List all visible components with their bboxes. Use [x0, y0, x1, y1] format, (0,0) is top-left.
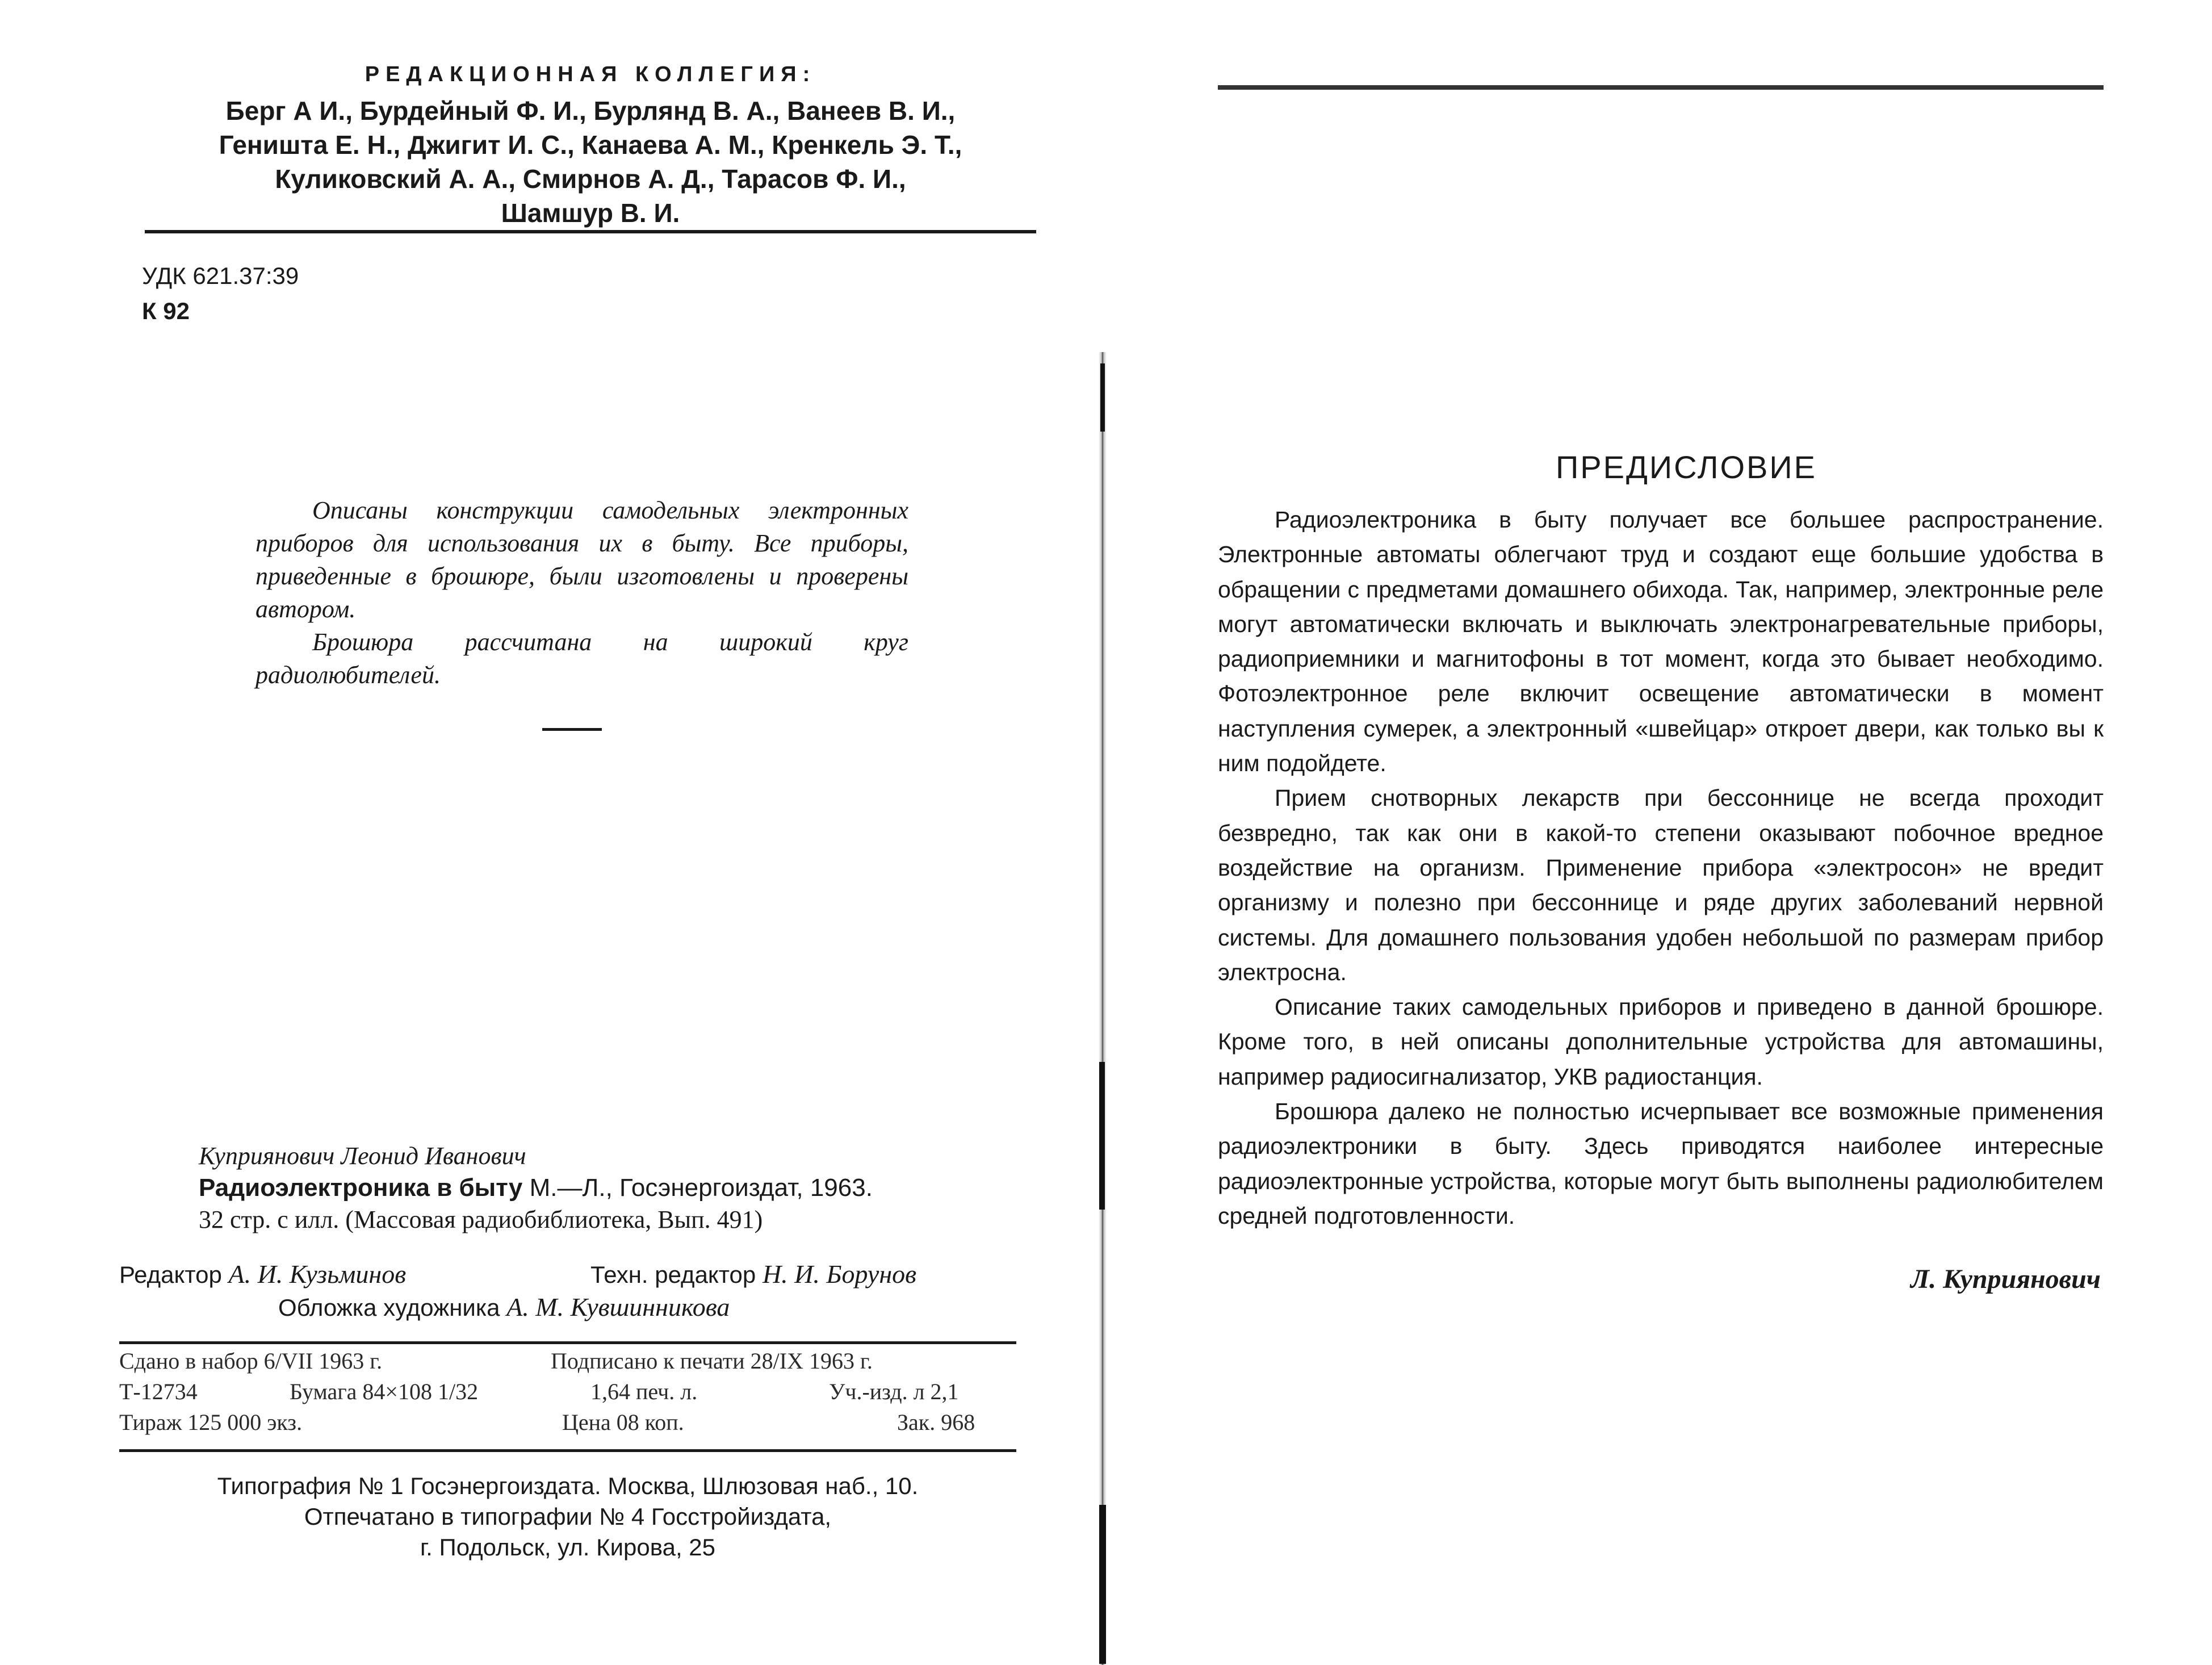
- classification-block: [142, 258, 299, 329]
- preface-title: ПРЕДИСЛОВИЕ: [1556, 449, 1817, 485]
- cover-artist: А. М. Кувшинникова: [506, 1292, 730, 1321]
- author-mark: К 92: [142, 298, 190, 324]
- editorial-board-line: Геништа Е. Н., Джигит И. С., Канаева А. М., Кренкель Э. Т.,: [219, 130, 962, 160]
- preface-paragraph: Прием снотворных лекарств при бессоннице не всегда проходит безвредно, так как они в какой-то степени оказывают побочное вредное воздействие на организм. Применение прибора «электросон» не вредит организму и полезно при бессоннице и ряде других заболеваний нервной системы. Для домашнего пользования удобен небольшой по размерам прибор электросна.: [1218, 785, 2104, 985]
- divider: [145, 230, 1036, 233]
- imprint-row: [119, 1407, 1016, 1438]
- preface-paragraph: Брошюра далеко не полностью исчерпывает все возможные применения радиоэлектроники в быту. Здесь приводятся наиболее интересные радиоэлектронные устройства, которые могут быть выполнены радиолюбителем средней подготовленности.: [1218, 1098, 2104, 1229]
- imprint-cell: 1,64 печ. л.: [590, 1379, 698, 1404]
- credits-row: [119, 1258, 1022, 1291]
- tech-editor-label: Техн. редактор: [590, 1261, 756, 1288]
- imprint-cell: Уч.-изд. л 2,1: [829, 1379, 959, 1404]
- record-publisher: М.—Л., Госэнергоиздат, 1963.: [529, 1174, 873, 1202]
- annotation-paragraph: Описаны конструкции самодельных электронных приборов для использования их в быту. Все приборы, приведенные в брошюре, были изготовлены и проверены автором.: [255, 496, 908, 623]
- annotation-paragraph: Брошюра рассчитана на широкий круг радиолюбителей.: [255, 628, 908, 689]
- short-divider: [542, 728, 602, 731]
- gutter-mark: [1100, 363, 1105, 432]
- divider: [119, 1449, 1016, 1452]
- editor-label: Редактор: [119, 1261, 222, 1288]
- tech-editor-name: Н. И. Борунов: [762, 1260, 917, 1289]
- bibliographic-record: [199, 1140, 1039, 1236]
- editorial-board: [142, 62, 1039, 230]
- preface-paragraph: Описание таких самодельных приборов и приведено в данной брошюре. Кроме того, в ней описаны дополнительные устройства для автомашины, например радиосигнализатор, УКВ радиостанция.: [1218, 994, 2104, 1090]
- editorial-board-line: Шамшур В. И.: [501, 198, 680, 228]
- imprint-cell: Бумага 84×108 1/32: [290, 1379, 479, 1404]
- printer-line: Типография № 1 Госэнергоиздата. Москва, Шлюзовая наб., 10.: [217, 1472, 919, 1499]
- imprint-cell: Цена 08 коп.: [562, 1409, 684, 1435]
- preface-body: [1218, 503, 2104, 1233]
- imprint-cell: Подписано к печати 28/IX 1963 г.: [551, 1348, 873, 1374]
- record-description: 32 стр. с илл. (Массовая радиобиблиотека, Вып. 491): [199, 1206, 763, 1233]
- preface-paragraph: Радиоэлектроника в быту получает все большее распространение. Электронные автоматы облегчают труд и создают еще большие удобства в обращении с предметами домашнего обихода. Так, например, электронные реле могут автоматически включать и выключать электронагревательные приборы, радиоприемники и магнитофоны в тот момент, когда это бывает необходимо. Фотоэлектронное реле включит освещение автоматически в момент наступления сумерек, а электронный «швейцар» откроет двери, как только вы к ним подойдете.: [1218, 507, 2104, 777]
- editorial-board-line: Куликовский А. А., Смирнов А. Д., Тарасов Ф. И.,: [275, 164, 906, 194]
- record-title-line: [199, 1172, 1039, 1204]
- preface-signature: Л. Куприянович: [1911, 1264, 2101, 1294]
- imprint-cell: Тираж 125 000 экз.: [119, 1409, 303, 1435]
- cover-label: Обложка художника: [278, 1294, 500, 1321]
- printer-info: [142, 1471, 994, 1563]
- credits: [119, 1258, 1022, 1324]
- udk-code: УДК 621.37:39: [142, 262, 299, 289]
- imprint-table: [119, 1346, 1016, 1438]
- annotation: [255, 494, 908, 692]
- credits-row: [119, 1291, 1022, 1324]
- record-author: Куприянович Леонид Иванович: [199, 1142, 526, 1170]
- book-gutter: [1099, 352, 1107, 1665]
- editorial-board-heading: РЕДАКЦИОННАЯ КОЛЛЕГИЯ:: [365, 62, 816, 86]
- gutter-mark: [1099, 1062, 1105, 1210]
- imprint-cell: Сдано в набор 6/VII 1963 г.: [119, 1348, 383, 1374]
- page-header-rule: [1218, 85, 2104, 90]
- imprint-row: [119, 1377, 1016, 1407]
- printer-line: Отпечатано в типографии № 4 Госстройиздата,: [304, 1503, 832, 1530]
- printer-line: г. Подольск, ул. Кирова, 25: [420, 1534, 716, 1561]
- imprint-cell: Т-12734: [119, 1379, 198, 1404]
- divider: [119, 1341, 1016, 1344]
- editor-name: А. И. Кузьминов: [228, 1260, 407, 1289]
- imprint-cell: Зак. 968: [897, 1409, 975, 1435]
- editorial-board-line: Берг А И., Бурдейный Ф. И., Бурлянд В. А., Ванеев В. И.,: [225, 96, 956, 125]
- record-title: Радиоэлектроника в быту: [199, 1174, 523, 1202]
- imprint-row: [119, 1346, 1016, 1377]
- gutter-mark: [1099, 1505, 1106, 1664]
